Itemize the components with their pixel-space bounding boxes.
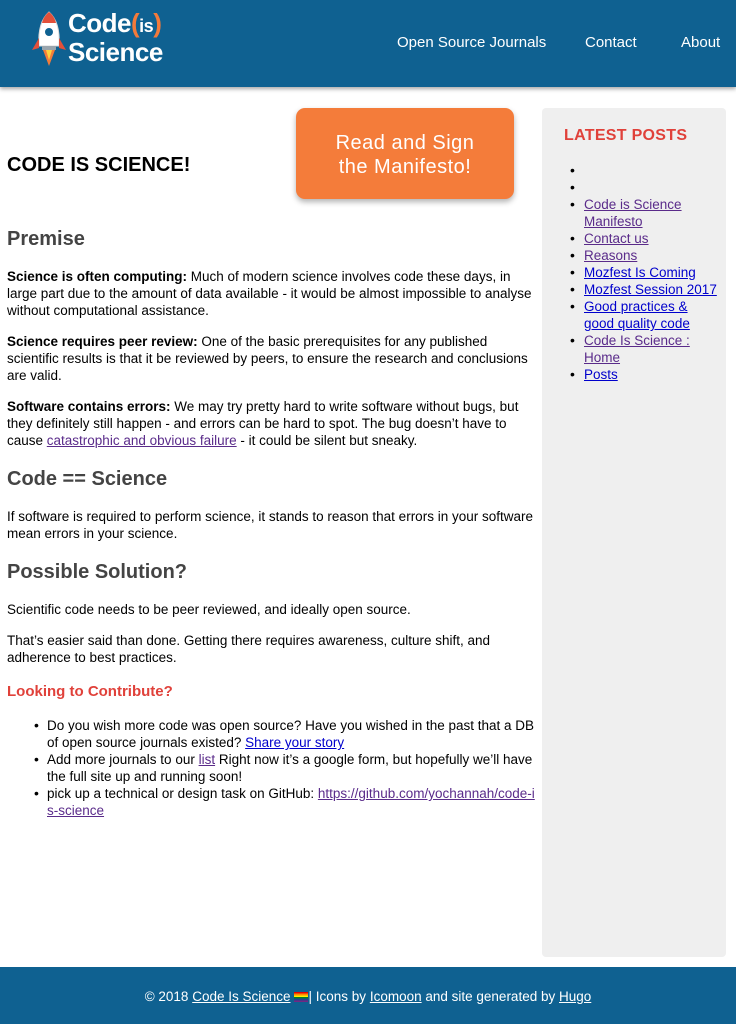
catastrophic-failure-link[interactable]: catastrophic and obvious failure xyxy=(46,433,237,448)
premise-peer-review-bold: Science requires peer review: xyxy=(7,334,198,349)
contribute-item1-text: Do you wish more code was open source? Have you wished in the past that a DB of open source journals existed? xyxy=(47,718,535,750)
logo-text xyxy=(68,10,163,65)
premise-paragraph-errors xyxy=(7,398,537,449)
contribute-list xyxy=(47,717,537,819)
sidebar-post-manifesto[interactable]: Code is Science Manifesto xyxy=(584,197,682,229)
sidebar-post-item xyxy=(584,264,718,281)
sidebar-post-item xyxy=(584,230,718,247)
premise-peer-review-text: One of the basic prerequisites for any published scientific results is that it be reviewed by peers, to ensure the research and conclusions are valid. xyxy=(7,334,528,383)
logo-word-is: is xyxy=(139,16,154,36)
manifesto-button-line1: Read and Sign xyxy=(335,132,475,154)
latest-posts-list xyxy=(584,162,718,383)
premise-computing-bold: Science is often computing: xyxy=(7,269,188,284)
site-header xyxy=(0,0,736,87)
heading-premise: Premise xyxy=(7,228,85,250)
sidebar-post-empty-1 xyxy=(584,162,718,179)
site-logo[interactable] xyxy=(30,10,170,70)
footer-hugo-link[interactable]: Hugo xyxy=(559,989,592,1004)
journal-list-link[interactable]: list xyxy=(198,752,216,767)
sidebar-title: LATEST POSTS xyxy=(564,127,688,144)
footer-icons-text: | Icons by xyxy=(308,989,367,1004)
rocket-icon xyxy=(30,10,68,70)
logo-paren-open: ( xyxy=(131,8,140,38)
sidebar-post-posts[interactable]: Posts xyxy=(584,367,618,382)
premise-errors-text: We may try pretty hard to write software without bugs, but they definitely still happen - and errors can be hard to spot. The bug doesn’t have to cause xyxy=(7,399,519,448)
list-item xyxy=(47,717,537,751)
share-your-story-link[interactable]: Share your story xyxy=(245,735,345,750)
solution-paragraph-1: Scientific code needs to be peer reviewed, and ideally open source. xyxy=(7,602,411,617)
rainbow-flag-icon xyxy=(294,992,308,1002)
logo-paren-close: ) xyxy=(153,8,162,38)
contribute-item3-text: pick up a technical or design task on GitHub: xyxy=(47,786,318,801)
sidebar-post-item xyxy=(584,298,718,332)
sidebar-post-mozfest-session[interactable]: Mozfest Session 2017 xyxy=(584,282,717,297)
sidebar-post-mozfest-coming[interactable]: Mozfest Is Coming xyxy=(584,265,696,280)
nav-about[interactable]: About xyxy=(681,34,721,51)
sidebar-post-reasons[interactable]: Reasons xyxy=(584,248,638,263)
footer-copyright: © 2018 xyxy=(144,989,189,1004)
logo-word-science: Science xyxy=(68,37,163,67)
sidebar-post-empty-2 xyxy=(584,179,718,196)
github-repo-link[interactable]: https://github.com/yochannah/code-is-science xyxy=(47,786,535,818)
footer-generated-text: and site generated by xyxy=(425,989,556,1004)
site-footer xyxy=(0,967,736,1024)
nav-contact[interactable]: Contact xyxy=(585,34,637,51)
premise-paragraph-computing xyxy=(7,268,537,319)
heading-code-science: Code == Science xyxy=(7,468,168,490)
contribute-item2-pre: Add more journals to our xyxy=(47,752,199,767)
sidebar-post-home[interactable]: Code Is Science : Home xyxy=(584,333,690,365)
sidebar-post-item xyxy=(584,366,718,383)
sidebar xyxy=(542,108,726,957)
premise-errors-bold: Software contains errors: xyxy=(7,399,171,414)
logo-word-code: Code xyxy=(68,8,131,38)
manifesto-button-line2: the Manifesto! xyxy=(338,156,472,178)
heading-looking-to-contribute: Looking to Contribute? xyxy=(7,683,173,700)
solution-paragraph-2: That’s easier said than done. Getting there requires awareness, culture shift, and adherence to best practices. xyxy=(7,633,491,665)
nav-open-source-journals[interactable]: Open Source Journals xyxy=(397,34,547,51)
list-item xyxy=(47,751,537,785)
footer-icomoon-link[interactable]: Icomoon xyxy=(369,989,422,1004)
sidebar-post-item xyxy=(584,332,718,366)
premise-errors-tail: - it could be silent but sneaky. xyxy=(236,433,418,448)
sidebar-post-item xyxy=(584,196,718,230)
page-title: CODE IS SCIENCE! xyxy=(7,154,191,176)
sidebar-post-item xyxy=(584,281,718,298)
sidebar-post-good-practices[interactable]: Good practices & good quality code xyxy=(584,299,690,331)
heading-possible-solution: Possible Solution? xyxy=(7,561,188,583)
premise-paragraph-peer-review xyxy=(7,333,537,384)
manifesto-button[interactable] xyxy=(296,108,514,199)
sidebar-post-item xyxy=(584,247,718,264)
footer-site-link[interactable]: Code Is Science xyxy=(192,989,291,1004)
list-item xyxy=(47,785,537,819)
premise-computing-text: Much of modern science involves code these days, in large part due to the amount of data available - it would be almost impossible to analyse without computational assistance. xyxy=(7,269,532,318)
code-science-paragraph: If software is required to perform science, it stands to reason that errors in your software mean errors in your science. xyxy=(7,509,533,541)
sidebar-post-contact-us[interactable]: Contact us xyxy=(584,231,649,246)
contribute-item2-text: Right now it’s a google form, but hopefully we’ll have the full site up and running soon! xyxy=(47,752,533,784)
